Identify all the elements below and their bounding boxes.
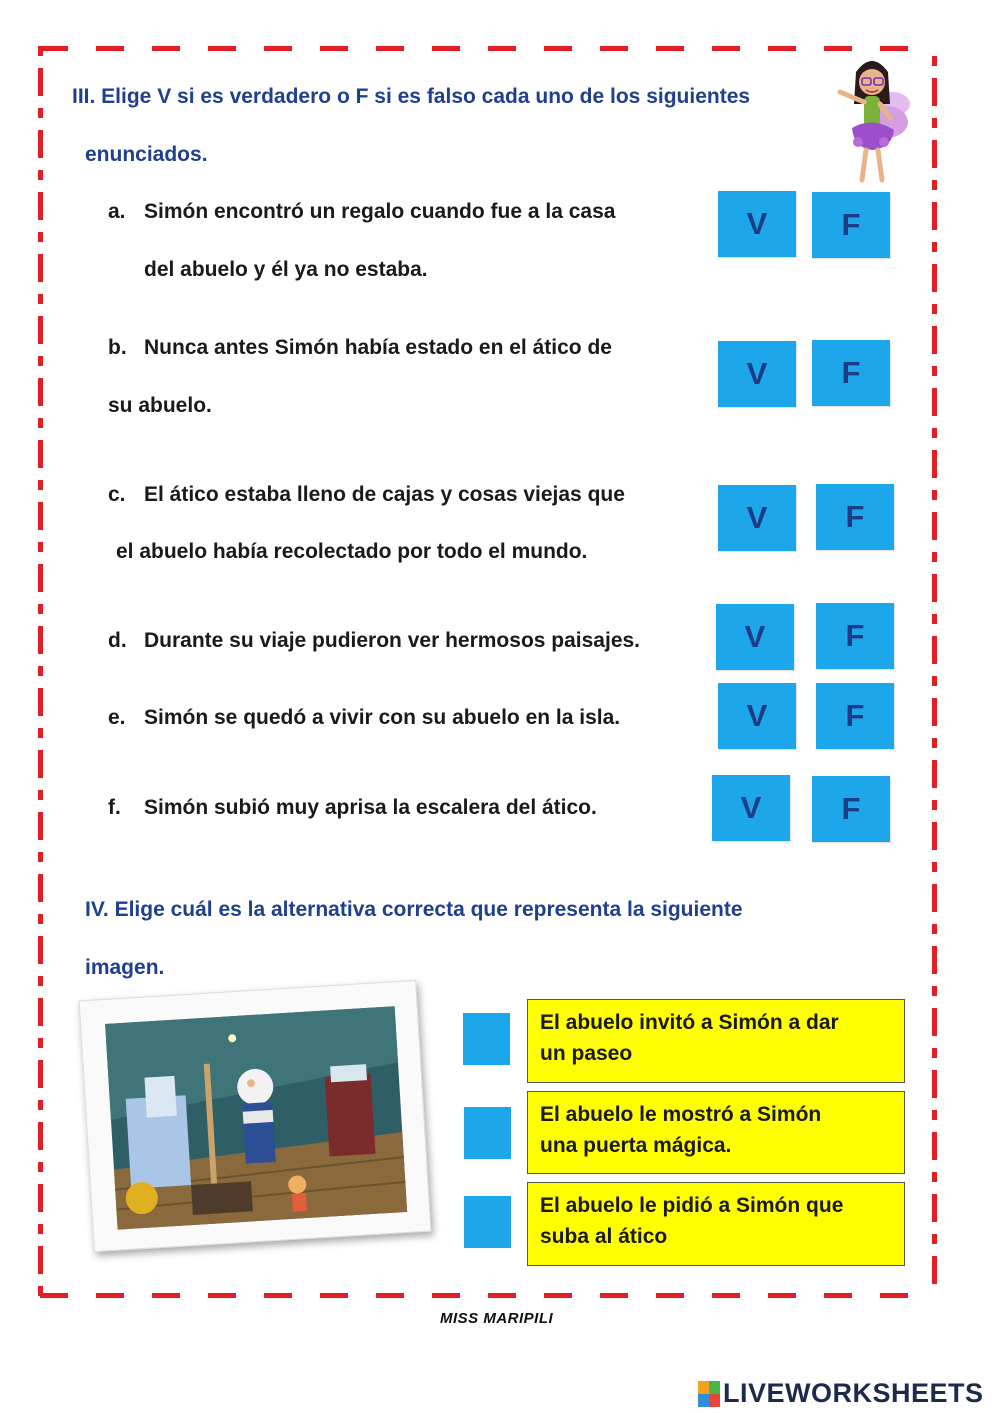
item-d-v-button[interactable]: V [716,604,794,670]
option-1-line2: un paseo [540,1042,633,1065]
item-b-v-button[interactable]: V [718,341,796,407]
item-c-line1: El ático estaba lleno de cajas y cosas viejas que [144,483,625,506]
item-a-f-button[interactable]: F [812,192,890,258]
attic-illustration [80,981,431,1251]
frame-right [932,56,937,1296]
section4-title-line2: imagen. [85,956,165,979]
frame-bottom [40,1293,912,1298]
author-signature: MISS MARIPILI [440,1310,554,1327]
liveworksheets-brand: LIVEWORKSHEETS [723,1378,984,1408]
liveworksheets-logo[interactable] [698,1378,984,1409]
item-e-letter: e. [108,706,126,729]
option-3-checkbox[interactable] [464,1196,511,1248]
attic-photo [79,980,432,1252]
item-f-line1: Simón subió muy aprisa la escalera del ático. [144,796,597,819]
frame-top [40,46,912,51]
item-f-f-button[interactable]: F [812,776,890,842]
item-e-f-button[interactable]: F [816,683,894,749]
option-1[interactable] [527,999,905,1083]
item-a-line1: Simón encontró un regalo cuando fue a la casa [144,200,616,223]
option-2-line1: El abuelo le mostró a Simón [540,1103,822,1126]
item-c-line2: el abuelo había recolectado por todo el mundo. [116,540,588,563]
option-3[interactable] [527,1182,905,1266]
item-e-v-button[interactable]: V [718,683,796,749]
item-e-line1: Simón se quedó a vivir con su abuelo en la isla. [144,706,621,729]
item-d-line1: Durante su viaje pudieron ver hermosos paisajes. [144,629,641,652]
item-b-line2: su abuelo. [108,394,212,417]
item-a-v-button[interactable]: V [718,191,796,257]
option-2-checkbox[interactable] [464,1107,511,1159]
option-1-checkbox[interactable] [463,1013,510,1065]
item-f-letter: f. [108,796,121,819]
option-2-line2: una puerta mágica. [540,1134,732,1157]
item-b-line1: Nunca antes Simón había estado en el ático de [144,336,612,359]
item-c-v-button[interactable]: V [718,485,796,551]
section3-title-line1: III. Elige V si es verdadero o F si es falso cada uno de los siguientes [72,85,751,108]
liveworksheets-logo-icon [698,1381,720,1407]
option-1-line1: El abuelo invitó a Simón a dar [540,1011,839,1034]
section4-title-line1: IV. Elige cuál es la alternativa correcta que representa la siguiente [85,898,743,921]
item-c-f-button[interactable]: F [816,484,894,550]
item-f-v-button[interactable]: V [712,775,790,841]
item-b-letter: b. [108,336,127,359]
section3-title-line2: enunciados. [85,143,208,166]
option-3-line1: El abuelo le pidió a Simón que [540,1194,844,1217]
item-a-line2: del abuelo y él ya no estaba. [144,258,428,281]
option-2[interactable] [527,1091,905,1174]
option-3-line2: suba al ático [540,1225,668,1248]
frame-left [38,46,43,1296]
item-d-f-button[interactable]: F [816,603,894,669]
item-a-letter: a. [108,200,126,223]
item-c-letter: c. [108,483,126,506]
item-b-f-button[interactable]: F [812,340,890,406]
item-d-letter: d. [108,629,127,652]
teacher-avatar [826,52,914,188]
